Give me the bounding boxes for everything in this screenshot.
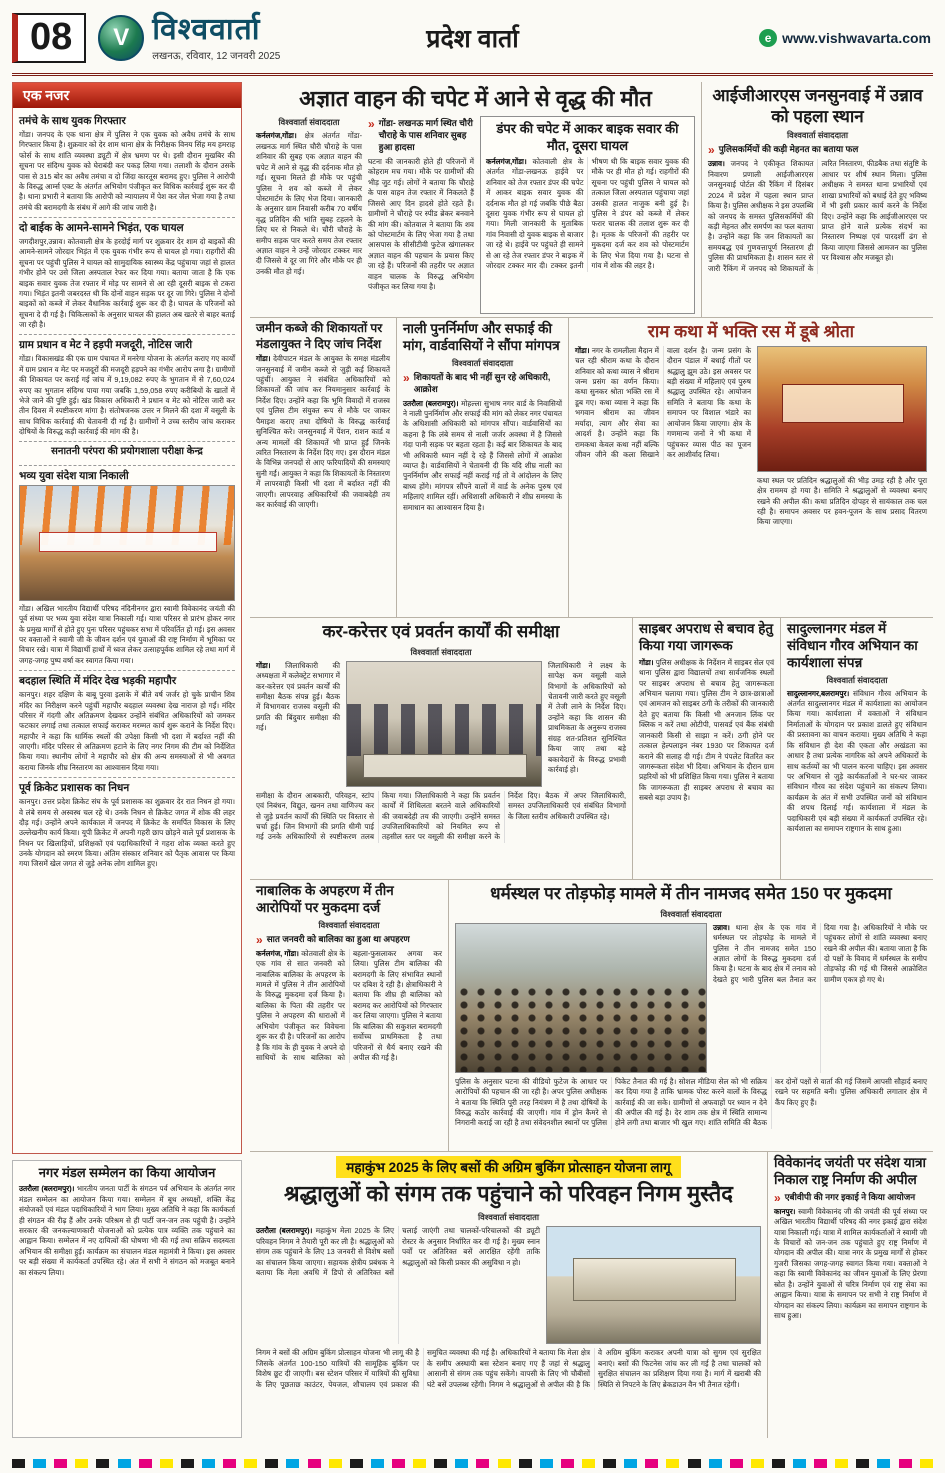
dateline: कर्नलगंज,गोंडा। bbox=[486, 156, 527, 166]
kicker-text: सात जनवरी को बालिका का हुआ था अपहरण bbox=[266, 933, 410, 944]
row-top bbox=[250, 82, 933, 318]
article-jameen bbox=[250, 318, 396, 617]
color-swatch bbox=[899, 1459, 912, 1468]
headline: नाली पुनर्निर्माण और सफाई की मांग, वार्डवासियों ने सौंपा मांगपत्र bbox=[403, 321, 560, 353]
kicker-arrow-icon: » bbox=[368, 117, 375, 132]
byline: विश्ववार्ता संवाददाता bbox=[660, 908, 722, 919]
color-swatch bbox=[54, 1459, 67, 1468]
kicker-arrow-icon: » bbox=[256, 932, 263, 947]
color-swatch bbox=[244, 1459, 257, 1468]
highlight-kicker: महाकुंभ 2025 के लिए बसों की अग्रिम बुकिंग प्रोत्साहन योजना लागू bbox=[336, 1156, 680, 1178]
body-text: नगर के रामलीला मैदान में चल रही श्रीराम कथा के दौरान शनिवार को कथा व्यास ने श्रीराम जन्म प्रसंग का वर्णन किया। कथा सुनकर श्रोता भक्ति रस में डूब गए। कथा व्यास ने कहा कि भगवान श्रीराम का जीवन मर्यादा, त्याग और सेवा का आदर्श है। उन्होंने कहा कि रामकथा केवल कथा नहीं बल्कि जीवन जीने की कला सिखाने वाला दर्शन है। जन्म प्रसंग के दौरान पंडाल में बधाई गीतों पर श्रद्धालु झूम उठे। इस अवसर पर बड़ी संख्या में महिलाएं एवं पुरुष श्रद्धालु उपस्थित रहे। आयोजन समिति ने बताया कि कथा के समापन पर विशाल भंडारे का आयोजन किया जाएगा। क्षेत्र के गणमान्य जनों ने भी कथा में पहुंचकर व्यास पीठ का पूजन कर आशीर्वाद लिया। bbox=[575, 345, 751, 459]
article-body: निगम ने बसों की अग्रिम बुकिंग प्रोत्साहन योजना भी लागू की है जिसके अंतर्गत 100-150 यात्रियों की सामूहिक बुकिंग पर विशेष छूट दी जाएगी। बस स्टेशन परिसर में यात्रियों की सुविधा के लिए पूछताछ काउंटर, पेयजल, शौचालय एवं प्रकाश की समुचित व्यवस्था की गई है। अधिकारियों ने बताया कि मेला क्षेत्र के समीप अस्थायी बस स्टेशन बनाए गए हैं जहां से श्रद्धालु आसानी से संगम तक पहुंच सकेंगे। वापसी के लिए भी चौबीसों घंटे बसें उपलब्ध रहेंगी। निगम ने श्रद्धालुओं से अपील की है कि वे अग्रिम बुकिंग कराकर अपनी यात्रा को सुगम एवं सुरक्षित बनाएं। बसों की फिटनेस जांच कर ली गई है तथा चालकों को सुरक्षित संचालन का प्रशिक्षण दिया गया है। मार्ग में खराबी की स्थिति से निपटने के लिए ब्रेकडाउन वैन भी तैनात रहेगी। bbox=[256, 1348, 761, 1389]
body-text: भारतीय जनता पार्टी के संगठन पर्व अभियान के अंतर्गत नगर मंडल सम्मेलन का आयोजन किया गया। सम्मेलन में बूथ अध्यक्षों, शक्ति केंद्र संयोजकों एवं मंडल पदाधिकारियों ने भाग लिया। मुख्य अतिथि ने कहा कि कार्यकर्ता ही संगठन की रीढ़ हैं और उनके परिश्रम से ही पार्टी जन-जन तक पहुंची है। उन्होंने सरकार की जनकल्याणकारी योजनाओं को प्रत्येक पात्र व्यक्ति तक पहुंचाने का आह्वान किया। सम्मेलन में नए दायित्वों की घोषणा भी की गई तथा सक्रिय सदस्यता अभियान की समीक्षा हुई। कार्यक्रम का संचालन मंडल महामंत्री ने किया। इस अवसर पर बड़ी संख्या में कार्यकर्ता उपस्थित रहे। अंत में सभी ने संगठन को मजबूत बनाने का संकल्प लिया। bbox=[19, 1184, 235, 1277]
color-swatch bbox=[540, 1459, 553, 1468]
article-nagar-sammelan bbox=[12, 1160, 242, 1438]
article-body bbox=[19, 1184, 235, 1278]
color-swatch bbox=[434, 1459, 447, 1468]
article-body bbox=[708, 159, 927, 274]
brief-title: सनातनी परंपरा की प्रयोगशाला परीक्षा केन्द्र bbox=[51, 446, 203, 458]
news-brief bbox=[19, 671, 235, 778]
byline: विश्ववार्ता संवाददाता bbox=[410, 646, 472, 657]
dateline: उतरौला (बलरामपुर)। bbox=[256, 1226, 313, 1236]
body-text: जनपद ने एकीकृत शिकायत निवारण प्रणाली आईजीआरएस जनसुनवाई पोर्टल की रैंकिंग में दिसंबर 2024 में प्रदेश में पहला स्थान प्राप्त किया है। पुलिस अधीक्षक ने इस उपलब्धि को जनपद के समस्त पुलिसकर्मियों की कड़ी मेहनत और समर्पण का फल बताया है। उन्होंने कहा कि जन शिकायतों का समयबद्ध एवं गुणवत्तापूर्ण निस्तारण ही पुलिस की प्राथमिकता है। शासन स्तर से जारी रैंकिंग में जनपद को शिकायतों के त्वरित निस्तारण, फीडबैक तथा संतुष्टि के आधार पर शीर्ष स्थान मिला। पुलिस अधीक्षक ने समस्त थाना प्रभारियों एवं शाखा प्रभारियों को बधाई देते हुए भविष्य में भी इसी प्रकार कार्य करने के निर्देश दिए। उन्होंने कहा कि आईजीआरएस पर प्राप्त होने वाले प्रत्येक संदर्भ का निस्तारण निष्पक्ष एवं पारदर्शी ढंग से किया जाएगा जिससे आमजन का पुलिस पर विश्वास और मजबूत हो। bbox=[708, 159, 927, 273]
article-body bbox=[486, 157, 689, 272]
e-globe-icon: e bbox=[759, 29, 777, 47]
kicker bbox=[368, 118, 474, 154]
color-swatch bbox=[856, 1459, 869, 1468]
color-swatch bbox=[265, 1459, 278, 1468]
brief-body: जगदीशपुर,उन्नाव। कोतवाली क्षेत्र के हरदोई मार्ग पर शुक्रवार देर शाम दो बाइकों की आमने-सामने जोरदार भिड़ंत में एक युवक गंभीर रूप से घायल हो गया। राहगीरों की सूचना पर पहुंची पुलिस ने घायल को सामुदायिक स्वास्थ्य केंद्र पहुंचाया जहां से हालत गंभीर होने पर उसे जिला अस्पताल रेफर कर दिया गया। बताया जाता है कि एक बाइक सवार युवक तेज रफ्तार में मोड़ पर सामने से आ रही दूसरी बाइक से टकरा गया। भिड़ंत इतनी जबरदस्त थी कि दोनों वाहन सड़क पर दूर जा गिरे। पुलिस ने दोनों बाइकों को कब्जे में लेकर वैधानिक कार्रवाई शुरू कर दी है। घायल के परिजनों को सूचना दे दी गई है। चिकित्सकों के अनुसार घायल की हालत अब खतरे से बाहर बताई जा रही है। bbox=[19, 237, 235, 329]
color-swatch bbox=[160, 1459, 173, 1468]
article-body: पुलिस के अनुसार घटना की वीडियो फुटेज के आधार पर आरोपियों की पहचान की जा रही है। अपर पुलिस अधीक्षक ने बताया कि स्थिति पूरी तरह नियंत्रण में है तथा दोषियों के विरुद्ध कठोर कार्रवाई की जाएगी। गांव में ड्रोन कैमरे से निगरानी कराई जा रही है तथा संवेदनशील स्थानों पर पुलिस पिकेट तैनात की गई है। सोशल मीडिया सेल को भी सक्रिय कर दिया गया है ताकि भ्रामक पोस्ट करने वालों के विरुद्ध कार्रवाई की जा सके। ग्रामीणों से अफवाहों पर ध्यान न देने की अपील की गई है। देर शाम तक क्षेत्र में स्थिति सामान्य होने लगी तथा बाजार भी खुल गए। शांति समिति की बैठक कर दोनों पक्षों से वार्ता की गई जिसमें आपसी सौहार्द बनाए रखने पर सहमति बनी। पुलिस अधिकारी लगातार क्षेत्र में कैंप किए हुए हैं। bbox=[455, 1076, 927, 1128]
color-swatch bbox=[645, 1459, 658, 1468]
headline: नाबालिक के अपहरण में तीन आरोपियों पर मुकदमा दर्ज bbox=[256, 883, 394, 915]
edition-date: लखनऊ, रविवार, 12 जनवरी 2025 bbox=[152, 50, 281, 62]
byline: विश्ववार्ता संवाददाता bbox=[477, 1212, 540, 1223]
color-swatch bbox=[202, 1459, 215, 1468]
color-swatch bbox=[666, 1459, 679, 1468]
dateline: उन्नाव। bbox=[708, 159, 725, 169]
color-swatch bbox=[751, 1459, 764, 1468]
article-columns bbox=[455, 923, 927, 1073]
color-swatch bbox=[814, 1459, 827, 1468]
dateline: कानपुर। bbox=[774, 1206, 796, 1216]
color-swatch bbox=[920, 1459, 933, 1468]
page-number-text: 08 bbox=[30, 16, 73, 59]
body-text: स्वामी विवेकानंद जी की जयंती की पूर्व संध्या पर अखिल भारतीय विद्यार्थी परिषद की नगर इकाई द्वारा संदेश यात्रा निकाली गई। यात्रा में शामिल कार्यकर्ताओं ने स्वामी जी के विचारों को जन-जन तक पहुंचाते हुए राष्ट्र निर्माण में योगदान की अपील की। यात्रा नगर के प्रमुख मार्गों से होकर गुजरी जिसका जगह-जगह स्वागत किया गया। वक्ताओं ने कहा कि स्वामी विवेकानंद का जीवन युवाओं के लिए प्रेरणा स्रोत है। उन्होंने युवाओं से चरित्र निर्माण एवं राष्ट्र सेवा का आह्वान किया। यात्रा के समापन पर सभी ने राष्ट्र निर्माण में योगदान का संकल्प लिया। कार्यक्रम का समापन राष्ट्रगान के साथ हुआ। bbox=[774, 1206, 928, 1320]
color-swatch bbox=[118, 1459, 131, 1468]
masthead bbox=[12, 8, 933, 76]
article-body bbox=[256, 354, 390, 510]
kicker-arrow-icon: » bbox=[403, 370, 410, 385]
color-swatch bbox=[519, 1459, 532, 1468]
color-swatch bbox=[33, 1459, 46, 1468]
headline: श्रद्धालुओं को संगम तक पहुंचाने को परिवहन निगम मुस्तैद bbox=[284, 1181, 733, 1206]
article-body bbox=[639, 658, 774, 804]
article-kar-karettar bbox=[250, 618, 632, 879]
paper-logo bbox=[98, 15, 144, 61]
dateline: कर्नलगंज,गोंडा। bbox=[256, 131, 297, 141]
article-columns bbox=[575, 346, 927, 614]
section-title: प्रदेश वार्ता bbox=[426, 24, 519, 53]
article-ram-katha bbox=[568, 318, 933, 617]
byline: विश्ववार्ता संवाददाता bbox=[826, 674, 888, 685]
article-igrs bbox=[701, 82, 933, 317]
color-swatch bbox=[730, 1459, 743, 1468]
body-text: क्षेत्र अंतर्गत गोंडा-लखनऊ मार्ग स्थित चौरी चौराहे के पास शनिवार की सुबह एक अज्ञात वाहन की चपेट में आने से वृद्ध की दर्दनाक मौत हो गई। सूचना मिलते ही मौके पर पहुंची पुलिस ने शव को कब्जे में लेकर पोस्टमार्टम के लिए भेज दिया। जानकारी के अनुसार ग्राम निवासी करीब 70 वर्षीय वृद्ध प्रतिदिन की भांति सुबह टहलने के लिए घर से निकले थे। चौरी चौराहे के समीप सड़क पार करते समय तेज रफ्तार अज्ञात वाहन ने उन्हें जोरदार टक्कर मार दी जिससे वे दूर जा गिरे और मौके पर ही उनकी मौत हो गई। bbox=[256, 131, 362, 276]
article-nali bbox=[396, 318, 568, 617]
news-brief bbox=[19, 218, 235, 335]
brief-body: गोंडा। विकासखंड की एक ग्राम पंचायत में मनरेगा योजना के अंतर्गत कराए गए कार्यों में ग्राम प्रधान व मेट पर मजदूरों की मजदूरी हड़पने का गंभीर आरोप लगा है। ग्रामीणों की शिकायत पर कराई गई जांच में 9,19,082 रुपए के भुगतान में से 7,60,024 रुपए का भुगतान संदिग्ध पाया गया जबकि 1,59,058 रुपए करीबियों के खातों में भेजे जाने की पुष्टि हुई। खंड विकास अधिकारी ने प्रधान व मेट को नोटिस जारी कर तीन दिवस में स्पष्टीकरण मांगा है। संतोषजनक उत्तर न मिलने की दशा में वसूली के साथ विधिक कार्रवाई की चेतावनी दी गई है। ग्रामीणों ने उच्च स्तरीय जांच कराकर दोषियों के विरुद्ध कड़ी कार्रवाई की मांग की है। bbox=[19, 354, 235, 436]
color-swatch bbox=[772, 1459, 785, 1468]
one-glance-header: एक नजर bbox=[13, 83, 241, 108]
article-nabalik bbox=[250, 880, 448, 1151]
headline: सादुल्लानगर मंडल में संविधान गौरव अभियान का कार्यशाला संपन्न bbox=[787, 621, 918, 670]
brief-title: भव्य युवा संदेश यात्रा निकाली bbox=[19, 469, 129, 482]
kicker bbox=[256, 934, 442, 946]
article-body: समीक्षा के दौरान आबकारी, परिवहन, स्टांप एवं निबंधन, विद्युत, खनन तथा वाणिज्य कर से जुड़े प्रवर्तन कार्यों की स्थिति पर विस्तार से चर्चा हुई। जिन विभागों की प्रगति धीमी पाई गई उनके अधिकारियों से स्पष्टीकरण तलब किया गया। जिलाधिकारी ने कहा कि प्रवर्तन कार्यों में शिथिलता बरतने वाले अधिकारियों की जवाबदेही तय की जाएगी। उन्होंने समस्त उपजिलाधिकारियों को नियमित रूप से तहसील स्तर पर वसूली की समीक्षा करने के निर्देश दिए। बैठक में अपर जिलाधिकारी, समस्त उपजिलाधिकारी एवं संबंधित विभागों के जिला स्तरीय अधिकारी उपस्थित रहे। bbox=[256, 790, 626, 842]
byline: विश्ववार्ता संवाददाता bbox=[451, 357, 514, 368]
color-swatch bbox=[139, 1459, 152, 1468]
article-body bbox=[403, 399, 562, 514]
row-fourth bbox=[250, 880, 933, 1152]
body-text: कोतवाली क्षेत्र के अंतर्गत गोंडा-लखनऊ हाईवे पर शनिवार को तेज रफ्तार डंपर की चपेट में आकर बाइक सवार युवक की दर्दनाक मौत हो गई जबकि पीछे बैठा दूसरा युवक गंभीर रूप से घायल हो गया। मिली जानकारी के मुताबिक गांव निवासी दो युवक बाइक से बाजार जा रहे थे। हाईवे पर पहुंचते ही सामने से आ रहे तेज रफ्तार डंपर ने बाइक में जोरदार टक्कर मार दी। टक्कर इतनी भीषण थी कि बाइक सवार युवक की मौके पर ही मौत हो गई। राहगीरों की सूचना पर पहुंची पुलिस ने घायल को तत्काल जिला अस्पताल पहुंचाया जहां उसकी हालत नाजुक बनी हुई है। पुलिस ने डंपर को कब्जे में लेकर फरार चालक की तलाश शुरू कर दी है। मृतक के परिजनों की तहरीर पर मुकदमा दर्ज कर शव को पोस्टमार्टम के लिए भेज दिया गया है। घटना से गांव में शोक की लहर है। bbox=[486, 156, 689, 271]
row-second bbox=[250, 318, 933, 618]
headline: अज्ञात वाहन की चपेट में आने से वृद्ध की मौत bbox=[299, 86, 652, 111]
headline: कर-करेत्तर एवं प्रवर्तन कार्यों की समीक्षा bbox=[322, 622, 560, 641]
color-swatch bbox=[582, 1459, 595, 1468]
color-swatch bbox=[498, 1459, 511, 1468]
article-body bbox=[575, 346, 751, 461]
headline: साइबर अपराध से बचाव हेतु किया गया जागरूक bbox=[639, 621, 774, 653]
article-body: कथा स्थल पर प्रतिदिन श्रद्धालुओं की भीड़ उमड़ रही है और पूरा क्षेत्र राममय हो गया है। समिति ने श्रद्धालुओं से व्यवस्था बनाए रखने की अपील की। कथा प्रतिदिन दोपहर से सायंकाल तक चल रही है। समापन अवसर पर हवन-पूजन के साथ प्रसाद वितरण किया जाएगा। bbox=[757, 475, 927, 527]
headline: आईजीआरएस जनसुनवाई में उन्नाव को पहला स्थान bbox=[712, 86, 923, 126]
dateline: गोंडा। bbox=[256, 660, 271, 670]
article-mahakumbh bbox=[250, 1152, 767, 1438]
left-column bbox=[12, 82, 242, 1438]
color-swatch bbox=[476, 1459, 489, 1468]
body-text: पुलिस अधीक्षक के निर्देशन में साइबर सेल एवं थाना पुलिस द्वारा विद्यालयों तथा सार्वजनिक स्थलों पर साइबर अपराध से बचाव हेतु जागरूकता अभियान चलाया गया। पुलिस टीम ने छात्र-छात्राओं एवं आमजन को साइबर ठगी के तरीकों की जानकारी देते हुए बताया कि किसी भी अनजान लिंक पर क्लिक न करें तथा ओटीपी, पासवर्ड एवं बैंक संबंधी जानकारी किसी से साझा न करें। ठगी होने पर तत्काल हेल्पलाइन नंबर 1930 पर शिकायत दर्ज कराने की सलाह दी गई। टीम ने पंपलेट वितरित कर जागरूकता संदेश भी दिया। अभियान के दौरान ग्राम प्रहरियों को भी प्रशिक्षित किया गया। पुलिस ने बताया कि जागरूकता ही साइबर अपराध से बचाव का सबसे बड़ा उपाय है। bbox=[639, 657, 775, 803]
page-number bbox=[12, 13, 86, 63]
article-body bbox=[256, 949, 442, 1064]
color-swatch bbox=[181, 1459, 194, 1468]
brief-title: तमंचे के साथ युवक गिरफ्तार bbox=[19, 115, 126, 127]
kicker-text: गोंडा- लखनऊ मार्ग स्थित चौरी चौराहे के पास शनिवार सुबह हुआ हादसा bbox=[378, 118, 473, 153]
crowd-photo bbox=[455, 923, 707, 1073]
article-dumper bbox=[480, 116, 695, 314]
column-2 bbox=[368, 116, 474, 314]
article-body bbox=[256, 661, 340, 787]
byline: विश्ववार्ता संवाददाता bbox=[278, 117, 340, 128]
rally-photo bbox=[19, 485, 235, 601]
kicker-text: शिकायतों के बाद भी नहीं सुन रहे अधिकारी, आक्रोश bbox=[413, 371, 551, 394]
brand-text bbox=[152, 12, 281, 62]
color-swatch bbox=[329, 1459, 342, 1468]
brief-body: गोंडा। जनपद के एक थाना क्षेत्र में पुलिस ने एक युवक को अवैध तमंचे के साथ गिरफ्तार किया है। शुक्रवार को देर शाम थाना क्षेत्र के निरीक्षक विनय सिंह मय हमराह फोर्स के साथ शांति व्यवस्था ड्यूटी में क्षेत्र भ्रमण पर थे। इसी दौरान मुखबिर की सूचना पर संदिग्ध युवक को घेराबंदी कर पकड़ लिया गया। तलाशी के दौरान उसके पास से 315 बोर का अवैध तमंचा व दो जिंदा कारतूस बरामद हुए। पुलिस ने आरोपी के विरुद्ध आर्म्स एक्ट के अंतर्गत अभियोग पंजीकृत कर विधिक कार्रवाई शुरू कर दी है। थाना प्रभारी ने बताया कि आरोपी को न्यायालय में पेश कर जेल भेजा गया है तथा तमंचे की बरामदगी के संबंध में आगे की जांच जारी है। bbox=[19, 130, 235, 212]
color-swatch bbox=[877, 1459, 890, 1468]
color-swatch bbox=[350, 1459, 363, 1468]
color-calibration-bar bbox=[12, 1458, 933, 1468]
news-brief bbox=[19, 778, 235, 874]
color-swatch bbox=[75, 1459, 88, 1468]
website-link[interactable] bbox=[759, 29, 931, 47]
body-text: जिलाधिकारी की अध्यक्षता में कलेक्ट्रेट सभागार में कर-करेत्तर एवं प्रवर्तन कार्यों की समीक्षा बैठक संपन्न हुई। बैठक में विभागवार राजस्व वसूली की प्रगति की बिंदुवार समीक्षा की गई। bbox=[256, 660, 340, 733]
article-body bbox=[787, 689, 927, 835]
brief-title: दो बाईक के आमने-सामने भिड़ंत, एक घायल bbox=[19, 222, 184, 234]
headline: नगर मंडल सम्मेलन का किया आयोजन bbox=[38, 1165, 216, 1180]
one-glance-section bbox=[12, 82, 242, 1154]
color-swatch bbox=[835, 1459, 848, 1468]
color-swatch bbox=[12, 1459, 25, 1468]
brief-body: कानपुर। उत्तर प्रदेश क्रिकेट संघ के पूर्व प्रशासक का शुक्रवार देर रात निधन हो गया। वे लंबे समय से अस्वस्थ चल रहे थे। उनके निधन से क्रिकेट जगत में शोक की लहर दौड़ गई। उन्होंने अपने कार्यकाल में जनपद में क्रिकेट के समर्पित विकास के लिए उल्लेखनीय कार्य किया। यूपी क्रिकेट में अपनी गहरी छाप छोड़ने वाले पूर्व प्रशासक के निधन पर खिलाड़ियों, प्रशिक्षकों एवं पदाधिकारियों ने गहरा शोक व्यक्त करते हुए उनके योगदान को स्मरण किया। अंतिम संस्कार शनिवार को पैतृक आवास पर किया गया जिसमें खेल जगत से जुड़े अनेक लोग शामिल हुए। bbox=[19, 797, 235, 869]
body-text: देवीपाटन मंडल के आयुक्त के समक्ष मंडलीय जनसुनवाई में जमीन कब्जे से जुड़ी कई शिकायतें पहुंचीं। आयुक्त ने संबंधित अधिकारियों को शिकायतों की जांच कर नियमानुसार कार्रवाई के निर्देश दिए। उन्होंने कहा कि भूमि विवादों में राजस्व एवं पुलिस टीम संयुक्त रूप से मौके पर जाकर पैमाइश कराए तथा दोषियों के विरुद्ध कार्रवाई सुनिश्चित करे। जनसुनवाई में पेंशन, राशन कार्ड व अन्य मामलों की शिकायतें भी प्राप्त हुईं जिनके त्वरित निस्तारण के निर्देश दिए गए। इस दौरान मंडल के विभिन्न जनपदों से आए फरियादियों की समस्याएं सुनी गईं। आयुक्त ने कहा कि शिकायतों के निस्तारण में लापरवाही किसी भी दशा में बर्दाश्त नहीं की जाएगी। लापरवाह अधिकारियों की जवाबदेही तय कर कार्रवाई की जाएगी। bbox=[256, 354, 390, 510]
bus-station-photo bbox=[546, 1226, 761, 1344]
article-accident bbox=[250, 82, 701, 317]
dateline: उतरौला (बलरामपुर)। bbox=[403, 398, 459, 408]
color-swatch bbox=[624, 1459, 637, 1468]
main-column bbox=[250, 82, 933, 1438]
article-body bbox=[713, 923, 927, 1073]
article-body bbox=[774, 1207, 927, 1322]
color-swatch bbox=[223, 1459, 236, 1468]
dateline: गोंडा। bbox=[639, 657, 654, 667]
color-swatch bbox=[308, 1459, 321, 1468]
kicker-arrow-icon: » bbox=[708, 143, 715, 158]
color-swatch bbox=[96, 1459, 109, 1468]
article-dharmasthal bbox=[448, 880, 933, 1151]
brief-title: बदहाल स्थिति में मंदिर देख भड़की महापौर bbox=[19, 675, 177, 688]
news-brief bbox=[19, 111, 235, 218]
color-swatch bbox=[709, 1459, 722, 1468]
headline: राम कथा में भक्ति रस में डूबे श्रोता bbox=[647, 322, 855, 341]
color-swatch bbox=[371, 1459, 384, 1468]
article-columns bbox=[256, 1226, 761, 1344]
article-sadullanagar bbox=[780, 618, 933, 879]
color-swatch bbox=[413, 1459, 426, 1468]
byline: विश्ववार्ता संवाददाता bbox=[786, 130, 849, 141]
article-body bbox=[256, 1226, 540, 1344]
article-columns bbox=[256, 116, 695, 314]
news-brief bbox=[19, 442, 235, 466]
color-swatch bbox=[455, 1459, 468, 1468]
color-swatch bbox=[688, 1459, 701, 1468]
website-url: www.vishwavarta.com bbox=[782, 29, 931, 46]
dateline: उन्नाव। bbox=[713, 922, 730, 932]
page-body bbox=[12, 82, 933, 1438]
dateline: उतरौला (बलरामपुर)। bbox=[19, 1184, 75, 1194]
color-swatch bbox=[561, 1459, 574, 1468]
body-text: मोहल्ला सुभाष नगर वार्ड के निवासियों ने नाली पुनर्निर्माण और सफाई की मांग को लेकर नगर पंचायत के अधिशासी अधिकारी को मांगपत्र सौंपा। वार्डवासियों का कहना है कि लंबे समय से नाली जर्जर अवस्था में है जिससे गंदा पानी सड़क पर बहता रहता है। कई बार शिकायत के बाद भी अधिकारी ध्यान नहीं दे रहे हैं जिससे लोगों में आक्रोश व्याप्त है। वार्डवासियों ने चेतावनी दी कि यदि शीघ्र नाली का पुनर्निर्माण और सफाई नहीं कराई गई तो वे आंदोलन के लिए बाध्य होंगे। मांगपत्र सौंपने वालों में वार्ड के अनेक पुरुष एवं महिलाएं शामिल रहीं। अधिशासी अधिकारी ने शीघ्र समस्या के समाधान का आश्वासन दिया है। bbox=[403, 398, 562, 512]
dateline: गोंडा। bbox=[256, 354, 271, 364]
globe-icon: V bbox=[113, 24, 130, 51]
brief-title: पूर्व क्रिकेट प्रशासक का निधन bbox=[19, 782, 130, 795]
headline: डंपर की चपेट में आकर बाइक सवार की मौत, दूसरा घायल bbox=[496, 121, 679, 153]
dateline: गोंडा। bbox=[575, 345, 590, 355]
kicker bbox=[403, 372, 562, 396]
color-swatch bbox=[286, 1459, 299, 1468]
body-text: कोतवाली क्षेत्र के एक गांव से सात जनवरी को नाबालिक बालिका के अपहरण के मामले में पुलिस ने तीन आरोपियों के विरुद्ध मुकदमा दर्ज किया है। बालिका के पिता की तहरीर पर पुलिस ने अपहरण की धाराओं में अभियोग पंजीकृत कर विवेचना शुरू कर दी है। परिजनों का आरोप है कि गांव के ही युवक ने अपने दो साथियों के साथ बालिका को बहला-फुसलाकर अगवा कर लिया। पुलिस टीम बालिका की बरामदगी के लिए संभावित स्थानों पर दबिश दे रही है। क्षेत्राधिकारी ने बताया कि शीघ्र ही बालिका को बरामद कर आरोपियों को गिरफ्तार कर लिया जाएगा। पुलिस ने बताया कि बालिका की सकुशल बरामदगी सर्वोच्च प्राथमिकता है तथा परिजनों से धैर्य बनाए रखने की अपील की गई है। bbox=[256, 948, 442, 1062]
column-1 bbox=[256, 116, 362, 314]
brief-body: कानपुर। शहर दक्षिण के बाबू पुरवा इलाके में बीते वर्ष जर्जर हो चुके प्राचीन शिव मंदिर का निरीक्षण करने पहुंचीं महापौर बदहाल व्यवस्था देख नाराज हो गईं। मंदिर परिसर में गंदगी और अतिक्रमण देखकर उन्होंने संबंधित अधिकारियों को जमकर फटकार लगाई तथा तत्काल सफाई कराकर मरम्मत कार्य शुरू कराने के निर्देश दिए। महापौर ने कहा कि धार्मिक स्थलों की उपेक्षा किसी भी दशा में बर्दाश्त नहीं की जाएगी। मंदिर परिसर से अतिक्रमण हटाने के लिए नगर निगम की टीम को निर्देशित किया गया। स्थानीय लोगों ने महापौर को क्षेत्र की अन्य समस्याओं से भी अवगत कराया जिनके शीघ्र निस्तारण का आश्वासन दिया गया। bbox=[19, 690, 235, 772]
color-swatch bbox=[793, 1459, 806, 1468]
dateline: सादुल्लानगर,बलरामपुर। bbox=[787, 688, 850, 698]
kicker-text: पुलिसकर्मियों की कड़ी मेहनत का बताया फल bbox=[718, 144, 859, 155]
kicker-arrow-icon: » bbox=[774, 1190, 781, 1205]
column-2 bbox=[757, 346, 927, 614]
brief-body: गोंडा। अखिल भारतीय विद्यार्थी परिषद नंदिनीनगर द्वारा स्वामी विवेकानंद जयंती की पूर्व संध्या पर भव्य युवा संदेश यात्रा निकाली गई। यात्रा परिसर से प्रारंभ होकर नगर के प्रमुख मार्गों से होते हुए पुनः परिसर पहुंचकर सभा में परिवर्तित हो गई। इस अवसर पर वक्ताओं ने स्वामी जी के जीवन दर्शन एवं युवाओं की राष्ट्र निर्माण में भूमिका पर विचार रखे। यात्रा में विद्यार्थी हाथों में ध्वज लेकर उत्साहपूर्वक शामिल रहे तथा मार्ग में जगह-जगह पुष्प वर्षा कर स्वागत किया गया। bbox=[19, 603, 235, 665]
paper-name: विश्ववार्ता bbox=[152, 12, 261, 46]
article-body bbox=[256, 131, 362, 277]
brand-block bbox=[98, 12, 281, 62]
news-brief bbox=[19, 466, 235, 671]
kicker-text: एबीवीपी की नगर इकाई ने किया आयोजन bbox=[784, 1191, 916, 1202]
headline: विवेकानंद जयंती पर संदेश यात्रा निकाल राष्ट्र निर्माण की अपील bbox=[774, 1155, 927, 1187]
article-cyber bbox=[632, 618, 780, 879]
kicker bbox=[708, 144, 927, 156]
row-bottom bbox=[250, 1152, 933, 1438]
color-swatch bbox=[603, 1459, 616, 1468]
ram-katha-photo bbox=[757, 346, 927, 472]
headline: जमीन कब्जे की शिकायतों पर मंडलायुक्त ने दिए जांच निर्देश bbox=[256, 321, 383, 351]
body-text: संविधान गौरव अभियान के अंतर्गत सादुल्लानगर मंडल में कार्यशाला का आयोजन किया गया। कार्यशाला में वक्ताओं ने संविधान निर्माताओं के योगदान पर प्रकाश डालते हुए संविधान की प्रस्तावना का वाचन कराया। मुख्य अतिथि ने कहा कि संविधान ही देश की एकता और अखंडता का आधार है तथा प्रत्येक नागरिक को अपने अधिकारों के साथ कर्तव्यों का भी पालन करना चाहिए। इस अवसर पर अभियान से जुड़े कार्यकर्ताओं ने घर-घर जाकर संविधान गौरव का संदेश पहुंचाने का संकल्प लिया। कार्यक्रम के अंत में सभी उपस्थित जनों को संविधान की शपथ दिलाई गई। कार्यशाला में मंडल के पदाधिकारी एवं बड़ी संख्या में कार्यकर्ता उपस्थित रहे। कार्यशाला का समापन राष्ट्रगान के साथ हुआ। bbox=[787, 688, 927, 834]
kicker bbox=[774, 1192, 927, 1204]
body-text: थाना क्षेत्र के एक गांव में धर्मस्थल पर तोड़फोड़ के मामले में पुलिस ने तीन नामजद समेत 150 अज्ञात लोगों के विरुद्ध मुकदमा दर्ज किया है। घटना के बाद क्षेत्र में तनाव को देखते हुए भारी पुलिस बल तैनात कर दिया गया है। अधिकारियों ने मौके पर पहुंचकर लोगों से शांति व्यवस्था बनाए रखने की अपील की। बताया जाता है कि दो पक्षों के विवाद में धर्मस्थल के समीप तोड़फोड़ की गई थी जिससे आक्रोशित ग्रामीण एकत्र हो गए थे। bbox=[713, 922, 927, 984]
article-body: घटना की जानकारी होते ही परिजनों में कोहराम मच गया। मौके पर ग्रामीणों की भीड़ जुट गई। लोगों ने बताया कि चौराहे के पास वाहन तेज रफ्तार में निकलते हैं जिससे आए दिन हादसे होते रहते हैं। ग्रामीणों ने चौराहे पर स्पीड ब्रेकर बनवाने की मांग की। कोतवाल ने बताया कि शव को पोस्टमार्टम के लिए भेजा गया है तथा आसपास के सीसीटीवी फुटेज खंगालकर अज्ञात वाहन की पहचान के प्रयास किए जा रहे हैं। परिजनों की तहरीर पर अज्ञात वाहन चालक के विरुद्ध अभियोग पंजीकृत कर लिया गया है। bbox=[368, 157, 474, 292]
column-1 bbox=[575, 346, 751, 614]
meeting-photo bbox=[346, 661, 542, 787]
row-third bbox=[250, 618, 933, 880]
article-body: जिलाधिकारी ने लक्ष्य के सापेक्ष कम वसूली वाले विभागों के अधिकारियों को चेतावनी जारी करते हुए वसूली में तेजी लाने के निर्देश दिए। उन्होंने कहा कि शासन की प्राथमिकता के अनुरूप राजस्व संग्रह शत-प्रतिशत सुनिश्चित किया जाए तथा बड़े बकायेदारों के विरुद्ध प्रभावी कार्रवाई हो। bbox=[548, 660, 626, 774]
brief-title: ग्राम प्रधान व मेट ने हड़पी मजदूरी, नोटिस जारी bbox=[19, 339, 193, 352]
article-columns bbox=[256, 661, 626, 787]
dateline: कर्नलगंज, गोंडा। bbox=[256, 948, 299, 958]
byline: विश्ववार्ता संवाददाता bbox=[318, 919, 380, 930]
headline: धर्मस्थल पर तोड़फोड़ मामले में तीन नामजद समेत 150 पर मुकदमा bbox=[490, 884, 892, 903]
article-vivekanand bbox=[767, 1152, 933, 1438]
news-brief bbox=[19, 335, 235, 442]
color-swatch bbox=[392, 1459, 405, 1468]
body-text: महाकुंभ मेला 2025 के लिए परिवहन निगम ने तैयारी पूरी कर ली है। श्रद्धालुओं को संगम तक पहुंचाने के लिए 13 जनवरी से विशेष बसों का संचालन किया जाएगा। सहायक क्षेत्रीय प्रबंधक ने बताया कि मेला अवधि में डिपो से अतिरिक्त बसें चलाई जाएंगी तथा चालकों-परिचालकों की ड्यूटी रोस्टर के अनुसार निर्धारित कर दी गई है। मुख्य स्नान पर्वों पर अतिरिक्त बसें आरक्षित रहेंगी ताकि श्रद्धालुओं को किसी प्रकार की असुविधा न हो। bbox=[256, 1226, 540, 1278]
